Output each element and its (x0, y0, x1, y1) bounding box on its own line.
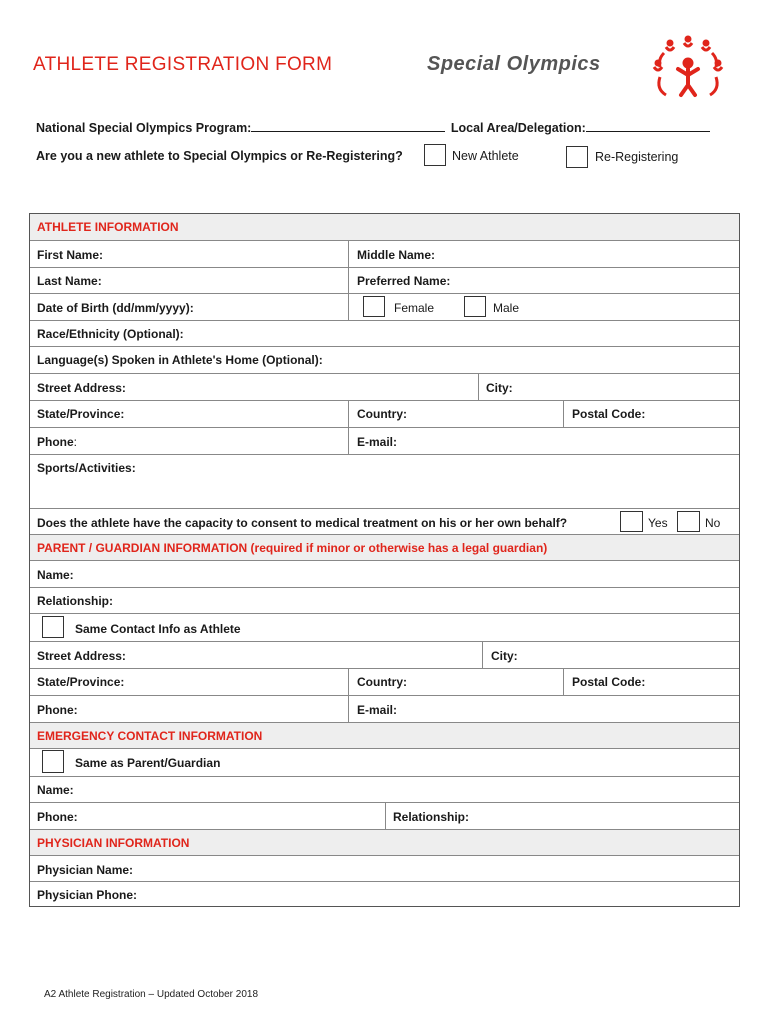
dob-row (30, 294, 739, 321)
physician-name-field[interactable]: Physician Name: (37, 863, 134, 877)
preferred-name-field[interactable]: Preferred Name: (357, 274, 451, 288)
guardian-phone-row (30, 696, 739, 723)
consent-row (30, 509, 739, 535)
race-field[interactable]: Race/Ethnicity (Optional): (37, 327, 184, 341)
sports-row (30, 455, 739, 509)
program-field[interactable] (251, 119, 445, 132)
email-field[interactable]: E-mail: (357, 435, 398, 449)
guardian-city-field[interactable]: City: (491, 649, 518, 663)
divider (348, 268, 349, 293)
female-label: Female (394, 301, 435, 315)
street-address-field[interactable]: Street Address: (37, 381, 126, 395)
sports-field[interactable]: Sports/Activities: (37, 461, 136, 475)
emergency-relationship-field[interactable]: Relationship: (393, 810, 470, 824)
middle-name-field[interactable]: Middle Name: (357, 248, 436, 262)
program-line (36, 119, 710, 135)
same-as-guardian-checkbox[interactable] (42, 750, 64, 773)
same-contact-label: Same Contact Info as Athlete (75, 622, 241, 636)
registration-form-table (29, 213, 740, 907)
city-field[interactable]: City: (486, 381, 513, 395)
physician-phone-field[interactable]: Physician Phone: (37, 888, 138, 902)
consent-question: Does the athlete have the capacity to consent to medical treatment on his or her own behalf? (37, 516, 568, 530)
physician-section-title: PHYSICIAN INFORMATION (37, 836, 190, 850)
state-row (30, 401, 739, 428)
race-row (30, 321, 739, 347)
emergency-name-row (30, 777, 739, 803)
same-contact-checkbox[interactable] (42, 616, 64, 638)
phone-label: Phone (37, 435, 74, 449)
female-checkbox[interactable] (363, 296, 385, 317)
name-row (30, 241, 739, 268)
country-field[interactable]: Country: (357, 407, 407, 421)
divider (348, 428, 349, 454)
divider (563, 401, 564, 427)
new-athlete-checkbox[interactable] (424, 144, 446, 166)
guardian-same-contact-row (30, 614, 739, 642)
special-olympics-logo (648, 33, 728, 103)
guardian-relationship-field[interactable]: Relationship: (37, 594, 114, 608)
languages-field[interactable]: Language(s) Spoken in Athlete's Home (Optional): (37, 353, 323, 367)
guardian-street-field[interactable]: Street Address: (37, 649, 126, 663)
divider (348, 401, 349, 427)
phone-row (30, 428, 739, 455)
re-registering-checkbox[interactable] (566, 146, 588, 168)
phone-field[interactable] (37, 435, 77, 449)
divider (348, 696, 349, 722)
guardian-address-row (30, 642, 739, 669)
guardian-phone-field[interactable]: Phone: (37, 703, 78, 717)
male-checkbox[interactable] (464, 296, 486, 317)
guardian-name-row (30, 561, 739, 588)
languages-row (30, 347, 739, 374)
divider (348, 294, 349, 320)
address-row (30, 374, 739, 401)
same-as-guardian-label: Same as Parent/Guardian (75, 756, 221, 770)
area-field[interactable] (586, 119, 710, 132)
last-name-field[interactable]: Last Name: (37, 274, 102, 288)
divider (478, 374, 479, 400)
guardian-postal-field[interactable]: Postal Code: (572, 675, 646, 689)
guardian-email-field[interactable]: E-mail: (357, 703, 398, 717)
athlete-section-header (30, 214, 739, 241)
physician-name-row (30, 856, 739, 882)
divider (563, 669, 564, 695)
brand-wordmark: Special Olympics (427, 53, 601, 75)
emergency-phone-row (30, 803, 739, 830)
new-athlete-label: New Athlete (452, 149, 519, 163)
consent-no-checkbox[interactable] (677, 511, 700, 532)
guardian-section-title: PARENT / GUARDIAN INFORMATION (required if minor or otherwise has a legal guardian) (37, 541, 548, 555)
guardian-relationship-row (30, 588, 739, 614)
emergency-name-field[interactable]: Name: (37, 783, 74, 797)
postal-code-field[interactable]: Postal Code: (572, 407, 646, 421)
phone-colon: : (73, 435, 78, 449)
guardian-country-field[interactable]: Country: (357, 675, 407, 689)
emergency-phone-field[interactable]: Phone: (37, 810, 78, 824)
physician-phone-row (30, 882, 739, 906)
state-field[interactable]: State/Province: (37, 407, 125, 421)
program-label: National Special Olympics Program: (36, 121, 252, 135)
form-title: ATHLETE REGISTRATION FORM (33, 54, 333, 75)
divider (348, 669, 349, 695)
footer-note: A2 Athlete Registration – Updated October 2018 (44, 989, 259, 1000)
dob-field[interactable]: Date of Birth (dd/mm/yyyy): (37, 301, 194, 315)
divider (385, 803, 386, 829)
guardian-state-row (30, 669, 739, 696)
emergency-section-header (30, 723, 739, 749)
consent-yes-label: Yes (648, 516, 668, 530)
guardian-name-field[interactable]: Name: (37, 568, 74, 582)
last-name-row (30, 268, 739, 294)
guardian-section-header (30, 535, 739, 561)
physician-section-header (30, 830, 739, 856)
emergency-same-row (30, 749, 739, 777)
consent-yes-checkbox[interactable] (620, 511, 643, 532)
divider (348, 241, 349, 267)
first-name-field[interactable]: First Name: (37, 248, 104, 262)
male-label: Male (493, 301, 520, 315)
divider (482, 642, 483, 668)
consent-no-label: No (705, 516, 721, 530)
re-registering-label: Re-Registering (595, 150, 679, 164)
guardian-state-field[interactable]: State/Province: (37, 675, 125, 689)
emergency-section-title: EMERGENCY CONTACT INFORMATION (37, 729, 263, 743)
area-label: Local Area/Delegation: (450, 121, 586, 135)
athlete-section-title: ATHLETE INFORMATION (37, 220, 179, 234)
registration-question: Are you a new athlete to Special Olympics or Re-Registering? (36, 149, 403, 163)
